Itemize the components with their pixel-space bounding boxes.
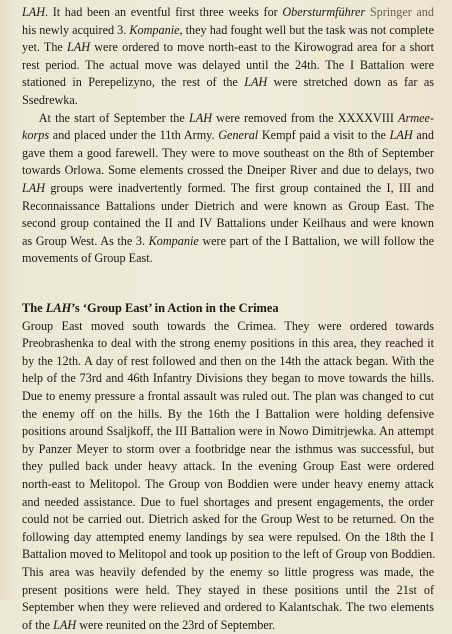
- text-span: as Group West. As the 3.: [22, 233, 149, 248]
- text-line: Reconnaissance Battalions under Dietrich and were known as Group East. The: [22, 198, 434, 213]
- text-line: [22, 74, 434, 92]
- italic-term: LAH: [389, 128, 413, 143]
- text-line: rest period. The actual move was delayed until the 24th. The I Battalion were: [22, 57, 434, 72]
- text-line: by Panzer Meyer to storm over a footbridge near the isthmus was successful, but: [22, 441, 434, 456]
- text-line: gave them a good farewell. They were to move southeast on the 8th of September: [22, 145, 434, 160]
- text-span: were part of the I Battalion, we will follow the: [198, 233, 434, 248]
- italic-term: LAH: [244, 75, 268, 90]
- text-line: could not be carried out. Dietrich asked for the Group West to be returned. On the: [22, 512, 434, 527]
- text-line: [22, 110, 434, 128]
- text-line: [22, 617, 434, 634]
- text-line: [22, 127, 434, 145]
- text-line: Due to enemy pressure a frontal assault was ruled out. The plan was changed to cut: [22, 388, 434, 403]
- text-line: [22, 233, 434, 251]
- italic-term: Armee-: [398, 110, 434, 125]
- text-line: and needed assistance. Due to fuel shortages and present engagements, the order: [22, 494, 434, 509]
- italic-term: Kompanie: [148, 233, 199, 248]
- text-line: [22, 4, 434, 22]
- text-line: Group East moved south towards the Crimea. They were ordered towards: [22, 318, 434, 333]
- italic-term: General: [218, 128, 259, 143]
- paragraph-3: [22, 318, 434, 634]
- text-span: were removed from the XXXXVIII: [212, 110, 399, 125]
- text-line: Ssedrewka.: [22, 92, 78, 107]
- text-line: September when they were relieved and ordered to Kalantschak. The two elements: [22, 600, 434, 615]
- text-block-upper: [22, 4, 434, 268]
- text-line: Battalion moved to Melitopol and took up position to the left of Group von Boddien.: [22, 547, 436, 562]
- italic-term: korps: [22, 128, 50, 143]
- text-line: north-east to Melitopol. The Group von Boddien were under heavy enemy attack: [22, 476, 434, 491]
- italic-term: LAH: [22, 180, 46, 195]
- text-span: groups were inadvertently formed. The first group contained the I, III and: [45, 180, 434, 195]
- section-heading: [22, 300, 434, 318]
- text-span: , they had fought well but the task was not complete: [179, 22, 434, 37]
- text-line: help of the 73rd and 46th Infantry Divisions they began to move towards the hills.: [22, 371, 434, 386]
- text-span: and: [412, 128, 434, 143]
- text-line: positions around Ssaljkoff, the III Battalion were in Nowo Dimitrjewka. An attempt: [22, 424, 434, 439]
- italic-term: LAH: [45, 301, 72, 315]
- italic-term: LAH: [22, 5, 46, 19]
- text-line: Preobrashenka to deal with the strong enemy positions in this area, they reached it: [22, 336, 434, 351]
- text-line: This area was heavily defended by the enemy so little progress was made, the: [22, 564, 434, 579]
- text-span: Kempf paid a visit to the: [258, 128, 390, 143]
- text-span: . It had been an eventful first three weeks for: [45, 5, 283, 19]
- text-line: they pulled back under heavy attack. In the evening Group East were ordered: [22, 459, 434, 474]
- text-span: were stretched down as far as: [267, 75, 434, 90]
- text-span: of the: [22, 617, 54, 632]
- heading-span: The: [22, 301, 46, 315]
- text-line: [22, 39, 434, 57]
- italic-term: Kompanie: [129, 22, 180, 37]
- text-line: present positions were held. They stayed in these positions until the 21st of: [22, 582, 434, 597]
- text-span: At the start of September the: [38, 110, 189, 125]
- italic-term: Obersturmführer: [282, 5, 366, 19]
- text-span: stationed in Perepelizyno, the rest of the: [22, 75, 245, 90]
- text-block-lower: [22, 300, 434, 634]
- text-span: and placed under the 11th Army.: [49, 128, 219, 143]
- text-line: towards Orlowa. Some elements crossed the Dneiper River and due to delays, two: [22, 163, 434, 178]
- text-line: [22, 180, 434, 198]
- text-line: following day attempted enemy landings by sea were repulsed. On the 18th the I: [22, 529, 434, 544]
- text-line: the enemy off on the hills. By the 16th the I Battalion were holding defensive: [22, 406, 434, 421]
- paragraph-1: [22, 4, 434, 110]
- text-span: yet. The: [22, 40, 68, 55]
- text-span: his newly acquired 3.: [22, 22, 130, 37]
- italic-term: LAH: [53, 617, 77, 632]
- italic-term: LAH: [188, 110, 212, 125]
- text-line: by the 12th. A day of rest followed and then on the 14th the attack began. With the: [22, 353, 434, 368]
- text-span: were reunited on the 23rd of September.: [76, 617, 276, 632]
- text-line: [22, 22, 434, 40]
- heading-span: ’s ‘Group East’ in Action in the Crimea: [71, 301, 279, 315]
- italic-term: LAH: [67, 40, 91, 55]
- paragraph-2: [22, 110, 434, 268]
- text-line: second group contained the II and IV Battalions under Keilhaus and were known: [22, 216, 434, 231]
- text-span: were ordered to move north-east to the Kirowograd area for a short: [90, 40, 434, 55]
- text-span: Springer and: [365, 5, 434, 19]
- text-line: movements of Group East.: [22, 251, 153, 266]
